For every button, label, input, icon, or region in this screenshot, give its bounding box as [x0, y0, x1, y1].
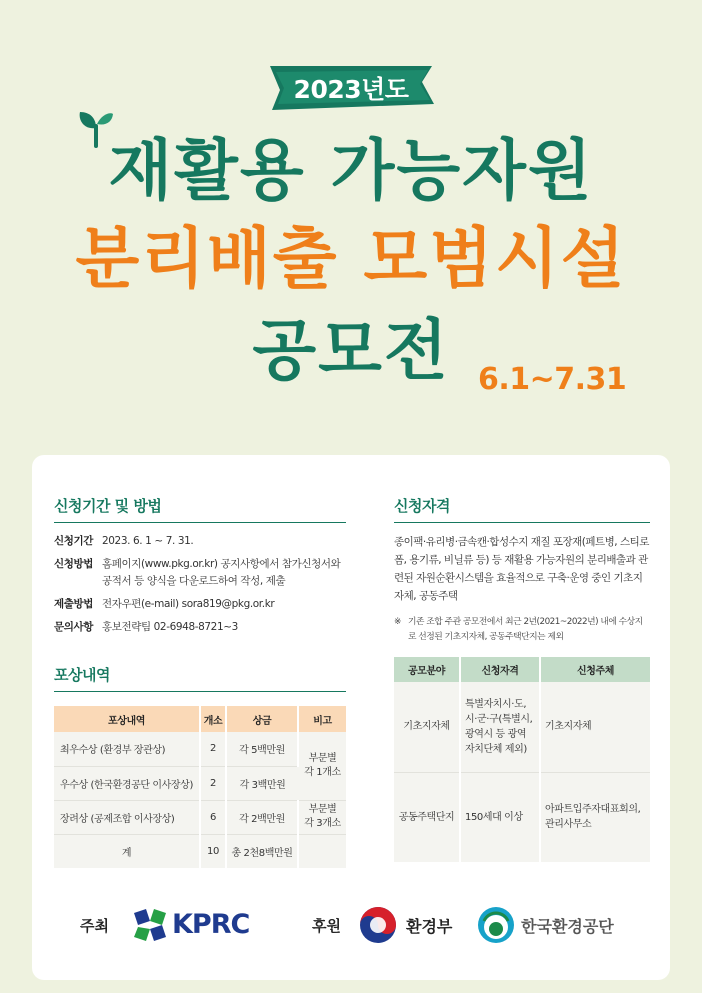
qualification-note: [394, 615, 650, 645]
table-row: [54, 800, 346, 834]
column-header: 포상내역: [54, 706, 200, 732]
title-line-2: 분리배출 모범시설: [75, 220, 627, 297]
info-key: 문의사항: [54, 621, 93, 633]
title-line-3: 공모전: [252, 312, 450, 389]
sponsor-2-name: 한국환경공단: [521, 917, 614, 936]
info-row: [54, 533, 346, 550]
table-header-row: [394, 657, 650, 682]
year-badge: [262, 60, 440, 116]
info-key: 신청방법: [54, 558, 93, 570]
title-line-1: 재활용 가능자원: [108, 132, 594, 209]
kprc-logo-icon: [130, 905, 170, 945]
qual-applicant: 기초지자체: [540, 682, 650, 772]
prize-amount: 각 2백만원: [226, 800, 298, 834]
date-range: 6.1~7.31: [478, 362, 627, 397]
application-rows: [54, 533, 346, 636]
info-value: 2023. 6. 1 ~ 7. 31.: [102, 535, 194, 547]
prize-count: 2: [200, 732, 226, 766]
prize-section-title: 포상내역: [54, 664, 346, 692]
prize-name: 장려상 (공제조합 이사장상): [54, 800, 200, 834]
qual-applicant: 아파트입주자대표회의, 관리사무소: [540, 772, 650, 862]
info-value: 홈페이지(www.pkg.or.kr) 공지사항에서 참가신청서와 공적서 등 양식을 다운로드하여 작성, 제출: [102, 558, 341, 587]
column-header: 신청자격: [460, 657, 540, 682]
host-label: 주최: [80, 917, 109, 935]
qualification-section-title: 신청자격: [394, 495, 650, 523]
table-row: [394, 682, 650, 772]
note-text: 기존 조합 주관 공모전에서 최근 2년(2021~2022년) 내에 수상지로 선정된 기초지자체, 공동주택단지는 제외: [408, 617, 643, 642]
info-row: [54, 556, 346, 590]
table-row: [394, 772, 650, 862]
prize-count: 6: [200, 800, 226, 834]
table-row: [54, 732, 346, 766]
keco-logo-icon: [476, 905, 516, 945]
qual-field: 기초지자체: [394, 682, 460, 772]
footer: [0, 895, 702, 955]
prize-note: 부문별 각 3개소: [298, 800, 346, 834]
prize-name: 계: [54, 834, 200, 868]
column-header: 상금: [226, 706, 298, 732]
prize-name: 최우수상 (환경부 장관상): [54, 732, 200, 766]
table-header-row: [54, 706, 346, 732]
prize-amount: 각 3백만원: [226, 766, 298, 800]
left-column: [54, 495, 346, 868]
prize-note-empty: [298, 834, 346, 868]
note-mark: ※: [394, 617, 401, 627]
info-row: [54, 596, 346, 613]
host-name: KPRC: [172, 909, 250, 940]
prize-name: 우수상 (한국환경공단 이사장상): [54, 766, 200, 800]
prize-count: 10: [200, 834, 226, 868]
qualification-table: [394, 657, 650, 862]
column-header: 개소: [200, 706, 226, 732]
table-row: [54, 834, 346, 868]
qual-qualification: 150세대 이상: [460, 772, 540, 862]
column-header: 신청주체: [540, 657, 650, 682]
qualification-text: 종이팩·유리병·금속캔·합성수지 재질 포장재(페트병, 스티로폼, 용기류, 비닐류 등) 등 재활용 가능자원의 분리배출과 관련된 자원순환시스템을 효율적으로 구축·운영 중인 기초지자체, 공동주택: [394, 536, 649, 602]
info-value: 홍보전략팀 02-6948-8721~3: [102, 621, 238, 633]
column-header: 비고: [298, 706, 346, 732]
application-section-title: 신청기간 및 방법: [54, 495, 346, 523]
prize-amount: 각 5백만원: [226, 732, 298, 766]
info-key: 신청기간: [54, 535, 93, 547]
info-key: 제출방법: [54, 598, 93, 610]
prize-count: 2: [200, 766, 226, 800]
prize-amount: 총 2천8백만원: [226, 834, 298, 868]
right-column: [394, 495, 650, 862]
qual-qualification: 특별자치시·도, 시·군·구(특별시, 광역시 등 광역자치단체 제외): [460, 682, 540, 772]
prize-note: 부문별 각 1개소: [298, 732, 346, 800]
sponsor-label: 후원: [312, 917, 341, 935]
ministry-environment-logo-icon: [358, 905, 398, 945]
sponsor-1-name: 환경부: [406, 917, 453, 936]
column-header: 공모분야: [394, 657, 460, 682]
info-value: 전자우편(e-mail) sora819@pkg.or.kr: [102, 598, 275, 610]
qual-field: 공동주택단지: [394, 772, 460, 862]
prize-table: [54, 706, 346, 868]
year-badge-text: 2023년도: [293, 75, 409, 104]
info-row: [54, 619, 346, 636]
